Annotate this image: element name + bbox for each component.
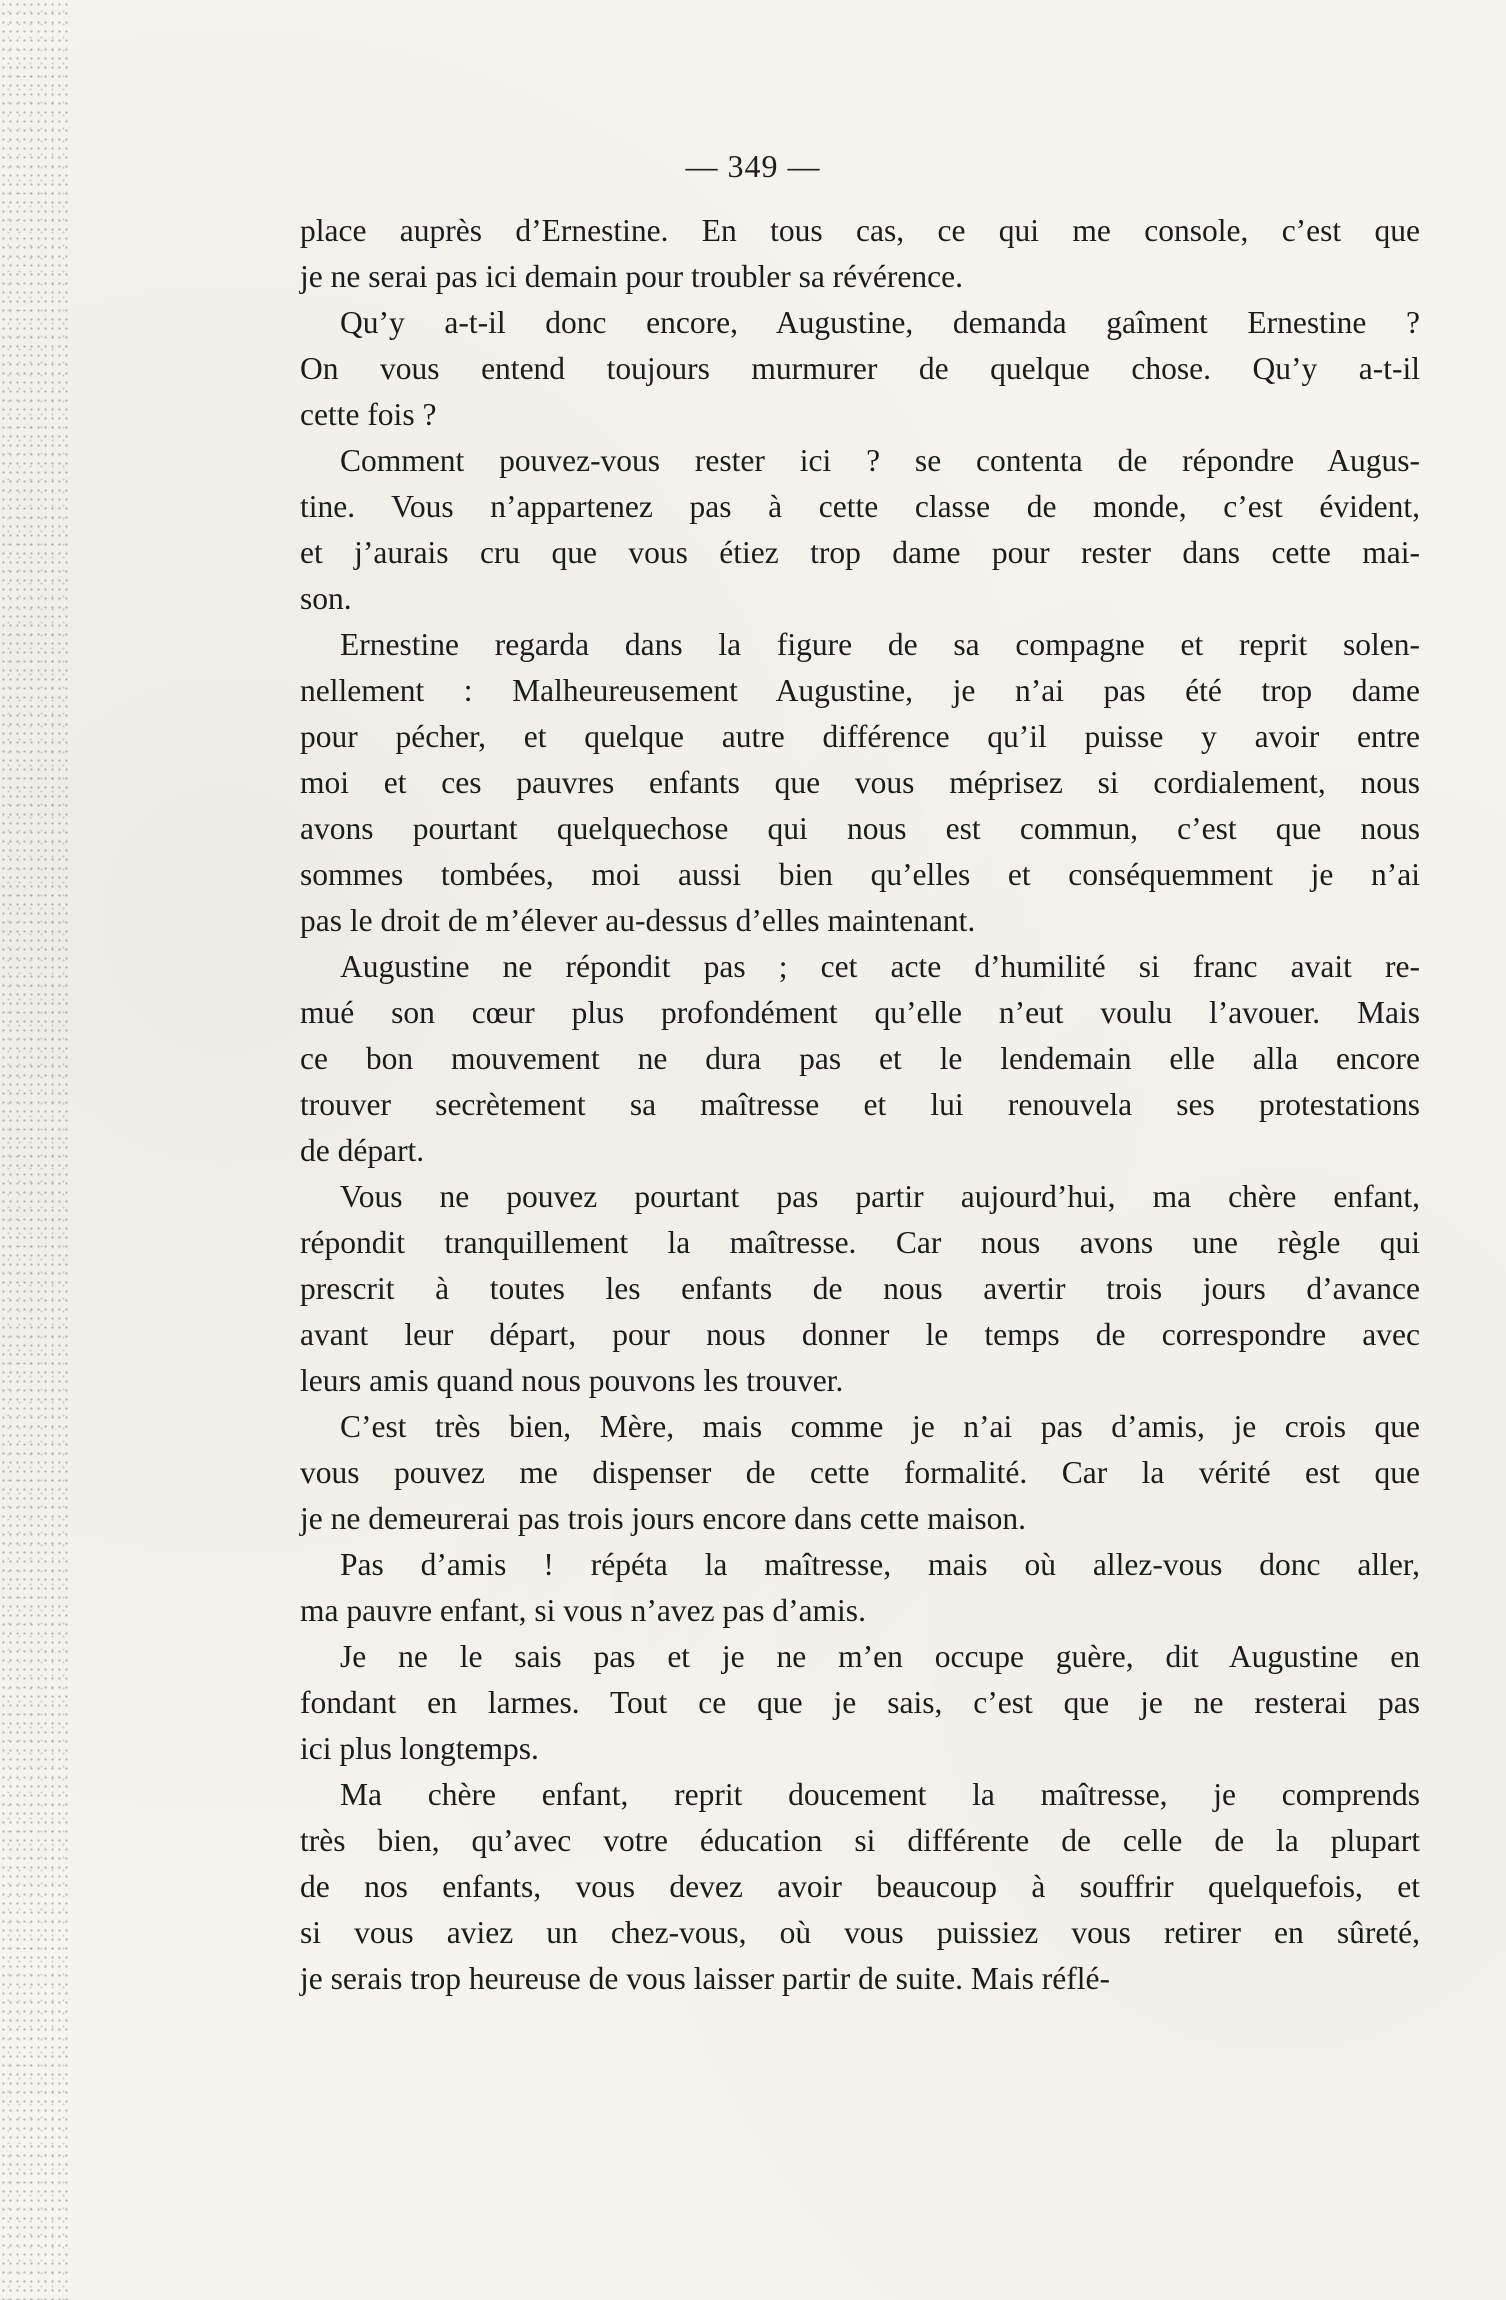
text-line: son. [300,581,352,616]
text-line: place auprès d’Ernestine. En tous cas, ce qui me console, c’est que [300,213,1420,248]
paragraph [300,300,1420,438]
text-line: nellement : Malheureusement Augustine, je n’ai pas été trop dame [300,673,1420,708]
text-line: répondit tranquillement la maîtresse. Car nous avons une règle qui [300,1225,1420,1260]
text-line: C’est très bien, Mère, mais comme je n’ai pas d’amis, je crois que [340,1409,1420,1444]
text-line: fondant en larmes. Tout ce que je sais, c’est que je ne resterai pas [300,1685,1420,1720]
paragraph [300,1772,1420,2002]
text-line: mué son cœur plus profondément qu’elle n’eut voulu l’avouer. Mais [300,995,1420,1030]
text-line: Qu’y a-t-il donc encore, Augustine, demanda gaîment Ernestine ? [340,305,1420,340]
text-line: ce bon mouvement ne dura pas et le lendemain elle alla encore [300,1041,1420,1076]
paragraph [300,1634,1420,1772]
text-line: Je ne le sais pas et je ne m’en occupe guère, dit Augustine en [340,1639,1420,1674]
text-line: tine. Vous n’appartenez pas à cette classe de monde, c’est évident, [300,489,1420,524]
text-line: je ne serai pas ici demain pour troubler sa révérence. [300,259,963,294]
text-line: Comment pouvez-vous rester ici ? se contenta de répondre Augus- [340,443,1420,478]
text-line: moi et ces pauvres enfants que vous méprisez si cordialement, nous [300,765,1420,800]
text-line: si vous aviez un chez-vous, où vous puissiez vous retirer en sûreté, [300,1915,1420,1950]
paragraph [300,438,1420,622]
text-line: trouver secrètement sa maîtresse et lui renouvela ses protestations [300,1087,1420,1122]
paragraph [300,208,1420,300]
text-line: je ne demeurerai pas trois jours encore dans cette maison. [300,1501,1026,1536]
text-line: On vous entend toujours murmurer de quelque chose. Qu’y a-t-il [300,351,1420,386]
text-line: Vous ne pouvez pourtant pas partir aujourd’hui, ma chère enfant, [340,1179,1420,1214]
text-line: et j’aurais cru que vous étiez trop dame pour rester dans cette mai- [300,535,1420,570]
text-line: je serais trop heureuse de vous laisser partir de suite. Mais réflé- [300,1961,1110,1996]
text-line: cette fois ? [300,397,437,432]
text-line: pour pécher, et quelque autre différence qu’il puisse y avoir entre [300,719,1420,754]
paragraph [300,944,1420,1174]
text-line: prescrit à toutes les enfants de nous avertir trois jours d’avance [300,1271,1420,1306]
text-line: Ernestine regarda dans la figure de sa compagne et reprit solen- [340,627,1420,662]
body-text [300,208,1420,2002]
paragraph [300,1404,1420,1542]
text-line: sommes tombées, moi aussi bien qu’elles et conséquemment je n’ai [300,857,1420,892]
paragraph [300,1542,1420,1634]
text-line: Ma chère enfant, reprit doucement la maîtresse, je comprends [340,1777,1420,1812]
text-line: avant leur départ, pour nous donner le temps de correspondre avec [300,1317,1420,1352]
text-line: Augustine ne répondit pas ; cet acte d’humilité si franc avait re- [340,949,1420,984]
text-line: très bien, qu’avec votre éducation si différente de celle de la plupart [300,1823,1420,1858]
text-line: ma pauvre enfant, si vous n’avez pas d’amis. [300,1593,866,1628]
page-number: — 349 — [685,148,821,184]
paragraph [300,622,1420,944]
text-line: de nos enfants, vous devez avoir beaucoup à souffrir quelquefois, et [300,1869,1420,1904]
text-line: Pas d’amis ! répéta la maîtresse, mais où allez-vous donc aller, [340,1547,1420,1582]
paragraph [300,1174,1420,1404]
text-line: de départ. [300,1133,425,1168]
text-line: vous pouvez me dispenser de cette formalité. Car la vérité est que [300,1455,1420,1490]
page-margin-speckle [0,0,70,2300]
text-line: ici plus longtemps. [300,1731,539,1766]
text-line: leurs amis quand nous pouvons les trouver. [300,1363,844,1398]
text-line: pas le droit de m’élever au-dessus d’elles maintenant. [300,903,976,938]
text-line: avons pourtant quelquechose qui nous est commun, c’est que nous [300,811,1420,846]
